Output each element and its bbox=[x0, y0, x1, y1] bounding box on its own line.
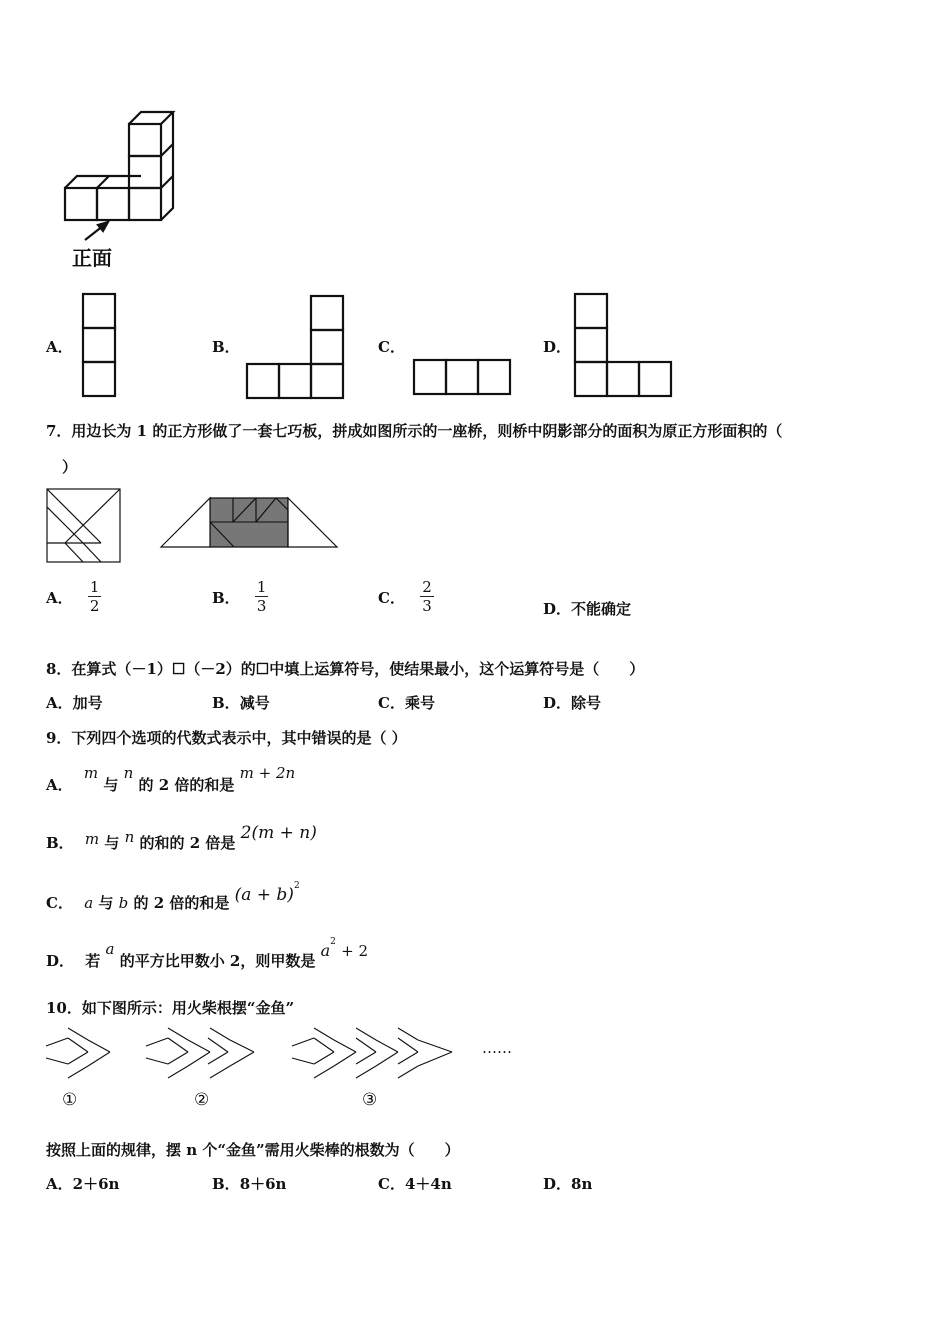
variable-n: n bbox=[123, 764, 134, 782]
q7-option-c-fraction bbox=[420, 578, 434, 615]
q7-option-a-fraction bbox=[88, 578, 102, 615]
q9-option-a-label: A． bbox=[46, 776, 73, 794]
variable-b: b bbox=[118, 894, 129, 912]
fraction-denominator: 2 bbox=[89, 597, 100, 615]
q10-option-a-text: 2＋6n bbox=[72, 1175, 120, 1193]
figure-label-2: ② bbox=[194, 1090, 210, 1110]
q9-option-d-label: D． bbox=[46, 952, 75, 970]
q8-option-a-text: 加号 bbox=[72, 694, 103, 712]
q7-option-d-text: 不能确定 bbox=[571, 600, 632, 618]
q9-option-c-exponent: 2 bbox=[293, 881, 300, 891]
front-label: 正面 bbox=[72, 246, 112, 270]
q9-option-b-expression: 2(m + n) bbox=[240, 823, 317, 843]
variable-m: m bbox=[83, 764, 99, 782]
matchstick-goldfish-figure bbox=[40, 1024, 520, 1086]
q9-option-c-text2: 的 2 倍的和是 bbox=[133, 894, 230, 912]
q7-option-b-fraction bbox=[255, 578, 269, 615]
fraction-numerator: 1 bbox=[256, 578, 267, 596]
q9-option-d-expression-base: a bbox=[320, 941, 331, 960]
q7-option-a[interactable] bbox=[46, 578, 101, 615]
q10-option-b[interactable] bbox=[212, 1173, 286, 1194]
q9-option-c-label: C． bbox=[46, 894, 73, 912]
q9-option-c-expression: (a + b) bbox=[234, 885, 294, 905]
q6-option-d-view bbox=[570, 290, 680, 400]
q7-option-a-label: A． bbox=[46, 588, 73, 607]
cube-stack-figure bbox=[40, 100, 200, 275]
q8-option-c-text: 乘号 bbox=[404, 694, 435, 712]
q7-stem-line2: ） bbox=[62, 458, 78, 476]
q9-stem: 9．下列四个选项的代数式表示中，其中错误的是（ ） bbox=[46, 729, 407, 747]
q8-option-a-label: A． bbox=[46, 694, 73, 712]
q10-question: 按照上面的规律，摆 n 个“金鱼”需用火柴棒的根数为（ ） bbox=[46, 1141, 460, 1159]
q10-option-a[interactable] bbox=[46, 1173, 119, 1194]
q10-option-c-text: 4＋4n bbox=[404, 1175, 452, 1193]
q6-option-a-label[interactable]: A． bbox=[46, 338, 73, 356]
q8-stem: 8．在算式（－1）☐（－2）的☐中填上运算符号，使结果最小，这个运算符号是（ ） bbox=[46, 660, 645, 678]
q9-option-d-text0: 若 bbox=[85, 952, 101, 970]
variable-n: n bbox=[124, 828, 135, 846]
q6-option-a-view bbox=[78, 290, 123, 400]
q8-option-a[interactable] bbox=[46, 692, 103, 713]
q9-option-b[interactable] bbox=[46, 822, 317, 852]
variable-m: m bbox=[84, 830, 100, 848]
q10-option-b-label: B． bbox=[212, 1175, 240, 1193]
tangram-square-figure bbox=[44, 486, 124, 566]
q8-option-c[interactable] bbox=[378, 692, 435, 713]
q9-option-a-expression: m + 2n bbox=[239, 764, 296, 782]
q8-option-b-label: B． bbox=[212, 694, 240, 712]
q9-option-a-text2: 的 2 倍的和是 bbox=[138, 776, 235, 794]
q6-option-b-label[interactable]: B． bbox=[212, 338, 240, 356]
q8-option-b[interactable] bbox=[212, 692, 270, 713]
q10-option-b-text: 8＋6n bbox=[239, 1175, 287, 1193]
q8-option-b-text: 减号 bbox=[239, 694, 270, 712]
q8-option-d[interactable] bbox=[543, 692, 601, 713]
fraction-denominator: 3 bbox=[422, 597, 432, 615]
q7-option-c[interactable] bbox=[378, 578, 434, 615]
q10-stem: 10．如下图所示：用火柴根摆“金鱼” bbox=[46, 999, 295, 1017]
fraction-numerator: 1 bbox=[89, 578, 100, 596]
q10-option-c[interactable] bbox=[378, 1173, 452, 1194]
q9-option-b-text1: 与 bbox=[104, 834, 120, 852]
q9-option-d-expression-tail: + 2 bbox=[341, 942, 368, 960]
q10-option-d-text: 8n bbox=[571, 1175, 593, 1193]
q6-option-c-label[interactable]: C． bbox=[378, 338, 405, 356]
fraction-numerator: 2 bbox=[422, 578, 432, 596]
q7-stem-line1: 7．用边长为 1 的正方形做了一套七巧板，拼成如图所示的一座桥，则桥中阴影部分的面积为原正方形面积的（ bbox=[46, 422, 783, 440]
q9-option-c-text1: 与 bbox=[98, 894, 114, 912]
q9-option-d[interactable] bbox=[46, 937, 368, 970]
q7-option-b-label: B． bbox=[212, 588, 240, 607]
q10-option-a-label: A． bbox=[46, 1175, 73, 1193]
q9-option-d-exponent: 2 bbox=[330, 937, 336, 947]
q8-option-d-label: D． bbox=[543, 694, 572, 712]
q7-option-c-label: C． bbox=[378, 588, 405, 607]
q9-option-c[interactable] bbox=[46, 881, 300, 912]
q8-option-d-text: 除号 bbox=[571, 694, 602, 712]
q9-option-a[interactable] bbox=[46, 762, 296, 794]
q10-option-d[interactable] bbox=[543, 1173, 592, 1194]
q6-option-b-view bbox=[244, 292, 354, 402]
q10-option-c-label: C． bbox=[378, 1175, 405, 1193]
figure-label-3: ③ bbox=[362, 1090, 378, 1110]
q10-option-d-label: D． bbox=[543, 1175, 572, 1193]
q6-option-d-label[interactable]: D． bbox=[543, 338, 572, 356]
q10-ellipsis: …… bbox=[482, 1039, 512, 1057]
fraction-denominator: 3 bbox=[256, 597, 267, 615]
variable-a: a bbox=[105, 940, 115, 958]
q9-option-d-text1: 的平方比甲数小 2，则甲数是 bbox=[119, 952, 316, 970]
q7-option-d-label: D． bbox=[543, 600, 572, 618]
q7-option-b[interactable] bbox=[212, 578, 268, 615]
variable-a: a bbox=[84, 894, 94, 912]
q8-option-c-label: C． bbox=[378, 694, 405, 712]
tangram-bridge-figure bbox=[158, 494, 343, 554]
q9-option-a-text1: 与 bbox=[103, 776, 119, 794]
q9-option-b-text2: 的和的 2 倍是 bbox=[139, 834, 236, 852]
q6-option-c-view bbox=[410, 356, 520, 401]
q9-option-b-label: B． bbox=[46, 834, 74, 852]
q7-option-d[interactable] bbox=[543, 598, 631, 619]
figure-label-1: ① bbox=[62, 1090, 78, 1110]
